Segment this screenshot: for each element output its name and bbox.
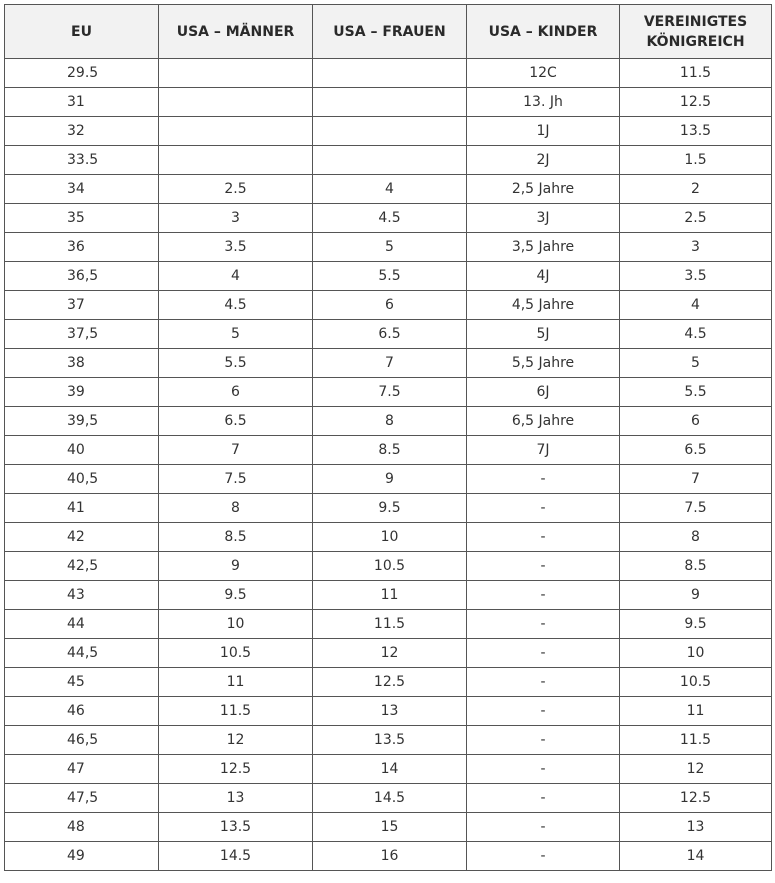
cell-eu: 36,5	[5, 262, 159, 291]
cell-usa-men: 8.5	[159, 523, 313, 552]
cell-usa-women: 11.5	[313, 610, 467, 639]
cell-eu: 47	[5, 755, 159, 784]
cell-usa-men: 13.5	[159, 813, 313, 842]
table-row	[5, 59, 772, 88]
cell-usa-kids: -	[467, 842, 620, 871]
cell-usa-women: 11	[313, 581, 467, 610]
cell-usa-women: 14	[313, 755, 467, 784]
cell-usa-women: 8.5	[313, 436, 467, 465]
cell-uk: 10.5	[620, 668, 772, 697]
cell-usa-kids: -	[467, 813, 620, 842]
cell-usa-women	[313, 59, 467, 88]
cell-usa-women: 9	[313, 465, 467, 494]
table-row	[5, 262, 772, 291]
cell-usa-kids: -	[467, 610, 620, 639]
table-row	[5, 175, 772, 204]
cell-uk: 5	[620, 349, 772, 378]
cell-usa-kids: 5J	[467, 320, 620, 349]
cell-usa-men: 2.5	[159, 175, 313, 204]
table-row	[5, 320, 772, 349]
cell-uk: 9.5	[620, 610, 772, 639]
cell-eu: 37	[5, 291, 159, 320]
table-row	[5, 813, 772, 842]
cell-uk: 11.5	[620, 59, 772, 88]
cell-eu: 45	[5, 668, 159, 697]
cell-usa-women	[313, 88, 467, 117]
cell-eu: 33.5	[5, 146, 159, 175]
cell-uk: 12.5	[620, 88, 772, 117]
cell-usa-kids: 4J	[467, 262, 620, 291]
header-eu: EU	[5, 5, 159, 59]
table-row	[5, 726, 772, 755]
cell-uk: 5.5	[620, 378, 772, 407]
header-usa-women: USA – FRAUEN	[313, 5, 467, 59]
cell-usa-men: 10.5	[159, 639, 313, 668]
cell-usa-men: 13	[159, 784, 313, 813]
cell-usa-kids: -	[467, 726, 620, 755]
cell-uk: 13.5	[620, 117, 772, 146]
cell-usa-women: 5	[313, 233, 467, 262]
table-row	[5, 697, 772, 726]
cell-usa-men: 11.5	[159, 697, 313, 726]
cell-usa-men	[159, 59, 313, 88]
cell-usa-women: 12	[313, 639, 467, 668]
cell-uk: 6	[620, 407, 772, 436]
header-uk: VEREINIGTES KÖNIGREICH	[620, 5, 772, 59]
cell-usa-kids: -	[467, 755, 620, 784]
cell-usa-women: 6	[313, 291, 467, 320]
table-row	[5, 581, 772, 610]
cell-uk: 11.5	[620, 726, 772, 755]
table-row	[5, 494, 772, 523]
cell-eu: 39	[5, 378, 159, 407]
cell-eu: 49	[5, 842, 159, 871]
cell-eu: 38	[5, 349, 159, 378]
cell-usa-kids: 3J	[467, 204, 620, 233]
table-row	[5, 88, 772, 117]
cell-usa-kids: 7J	[467, 436, 620, 465]
table-header	[5, 5, 772, 59]
table-row	[5, 436, 772, 465]
table-row	[5, 842, 772, 871]
cell-eu: 32	[5, 117, 159, 146]
cell-usa-men: 4.5	[159, 291, 313, 320]
cell-uk: 7	[620, 465, 772, 494]
cell-usa-women: 9.5	[313, 494, 467, 523]
cell-usa-kids: -	[467, 523, 620, 552]
cell-usa-kids: -	[467, 581, 620, 610]
cell-uk: 12.5	[620, 784, 772, 813]
cell-usa-kids: -	[467, 465, 620, 494]
cell-eu: 44,5	[5, 639, 159, 668]
cell-usa-men: 4	[159, 262, 313, 291]
table-row	[5, 465, 772, 494]
cell-uk: 13	[620, 813, 772, 842]
cell-eu: 42,5	[5, 552, 159, 581]
cell-usa-women: 15	[313, 813, 467, 842]
cell-usa-kids: -	[467, 784, 620, 813]
cell-usa-kids: 5,5 Jahre	[467, 349, 620, 378]
header-usa-men: USA – MÄNNER	[159, 5, 313, 59]
cell-usa-men: 10	[159, 610, 313, 639]
cell-usa-women: 10.5	[313, 552, 467, 581]
table-row	[5, 552, 772, 581]
cell-usa-men: 3.5	[159, 233, 313, 262]
size-conversion-table	[4, 4, 772, 871]
table-body	[5, 59, 772, 871]
cell-usa-men: 11	[159, 668, 313, 697]
cell-uk: 2	[620, 175, 772, 204]
cell-usa-women: 13	[313, 697, 467, 726]
cell-eu: 31	[5, 88, 159, 117]
cell-usa-men: 9	[159, 552, 313, 581]
table-row	[5, 755, 772, 784]
cell-usa-kids: -	[467, 668, 620, 697]
cell-usa-men: 6	[159, 378, 313, 407]
cell-uk: 10	[620, 639, 772, 668]
header-usa-kids: USA – KINDER	[467, 5, 620, 59]
cell-usa-women: 16	[313, 842, 467, 871]
cell-usa-men: 12.5	[159, 755, 313, 784]
cell-uk: 7.5	[620, 494, 772, 523]
table-row	[5, 784, 772, 813]
cell-eu: 29.5	[5, 59, 159, 88]
cell-eu: 36	[5, 233, 159, 262]
cell-usa-women: 7.5	[313, 378, 467, 407]
cell-usa-men: 3	[159, 204, 313, 233]
cell-eu: 34	[5, 175, 159, 204]
cell-usa-women: 4.5	[313, 204, 467, 233]
cell-usa-kids: 12C	[467, 59, 620, 88]
cell-eu: 42	[5, 523, 159, 552]
cell-eu: 44	[5, 610, 159, 639]
cell-usa-kids: -	[467, 639, 620, 668]
cell-usa-men	[159, 146, 313, 175]
cell-usa-kids: 6J	[467, 378, 620, 407]
cell-uk: 4.5	[620, 320, 772, 349]
table-row	[5, 668, 772, 697]
cell-usa-women: 8	[313, 407, 467, 436]
cell-usa-women: 12.5	[313, 668, 467, 697]
table-row	[5, 407, 772, 436]
cell-uk: 3	[620, 233, 772, 262]
header-row	[5, 5, 772, 59]
table-row	[5, 349, 772, 378]
cell-usa-kids: 4,5 Jahre	[467, 291, 620, 320]
cell-eu: 48	[5, 813, 159, 842]
cell-usa-men: 6.5	[159, 407, 313, 436]
cell-eu: 40	[5, 436, 159, 465]
cell-eu: 41	[5, 494, 159, 523]
cell-usa-kids: -	[467, 494, 620, 523]
cell-usa-kids: 13. Jh	[467, 88, 620, 117]
table-row	[5, 291, 772, 320]
cell-usa-kids: 2J	[467, 146, 620, 175]
cell-eu: 46	[5, 697, 159, 726]
cell-usa-women	[313, 117, 467, 146]
cell-eu: 40,5	[5, 465, 159, 494]
cell-usa-kids: -	[467, 697, 620, 726]
table-row	[5, 204, 772, 233]
cell-uk: 3.5	[620, 262, 772, 291]
cell-uk: 1.5	[620, 146, 772, 175]
cell-uk: 12	[620, 755, 772, 784]
cell-usa-women: 4	[313, 175, 467, 204]
cell-usa-kids: 3,5 Jahre	[467, 233, 620, 262]
table-row	[5, 117, 772, 146]
cell-uk: 8.5	[620, 552, 772, 581]
cell-usa-kids: 2,5 Jahre	[467, 175, 620, 204]
cell-uk: 14	[620, 842, 772, 871]
table-row	[5, 610, 772, 639]
cell-eu: 37,5	[5, 320, 159, 349]
cell-usa-women: 10	[313, 523, 467, 552]
cell-uk: 6.5	[620, 436, 772, 465]
cell-usa-men: 12	[159, 726, 313, 755]
cell-usa-women	[313, 146, 467, 175]
cell-eu: 43	[5, 581, 159, 610]
cell-usa-men: 5	[159, 320, 313, 349]
cell-usa-men	[159, 88, 313, 117]
cell-usa-men: 8	[159, 494, 313, 523]
cell-eu: 39,5	[5, 407, 159, 436]
table-row	[5, 233, 772, 262]
cell-usa-kids: 1J	[467, 117, 620, 146]
cell-uk: 9	[620, 581, 772, 610]
cell-usa-women: 14.5	[313, 784, 467, 813]
cell-usa-women: 5.5	[313, 262, 467, 291]
table-row	[5, 378, 772, 407]
cell-usa-men: 5.5	[159, 349, 313, 378]
table-row	[5, 523, 772, 552]
cell-eu: 35	[5, 204, 159, 233]
cell-usa-women: 13.5	[313, 726, 467, 755]
cell-usa-women: 7	[313, 349, 467, 378]
cell-usa-kids: 6,5 Jahre	[467, 407, 620, 436]
cell-usa-women: 6.5	[313, 320, 467, 349]
table-row	[5, 146, 772, 175]
cell-uk: 4	[620, 291, 772, 320]
cell-eu: 47,5	[5, 784, 159, 813]
table-row	[5, 639, 772, 668]
cell-eu: 46,5	[5, 726, 159, 755]
cell-uk: 8	[620, 523, 772, 552]
cell-usa-kids: -	[467, 552, 620, 581]
cell-usa-men: 7.5	[159, 465, 313, 494]
cell-usa-men: 14.5	[159, 842, 313, 871]
cell-uk: 2.5	[620, 204, 772, 233]
cell-usa-men: 9.5	[159, 581, 313, 610]
cell-usa-men	[159, 117, 313, 146]
cell-usa-men: 7	[159, 436, 313, 465]
cell-uk: 11	[620, 697, 772, 726]
